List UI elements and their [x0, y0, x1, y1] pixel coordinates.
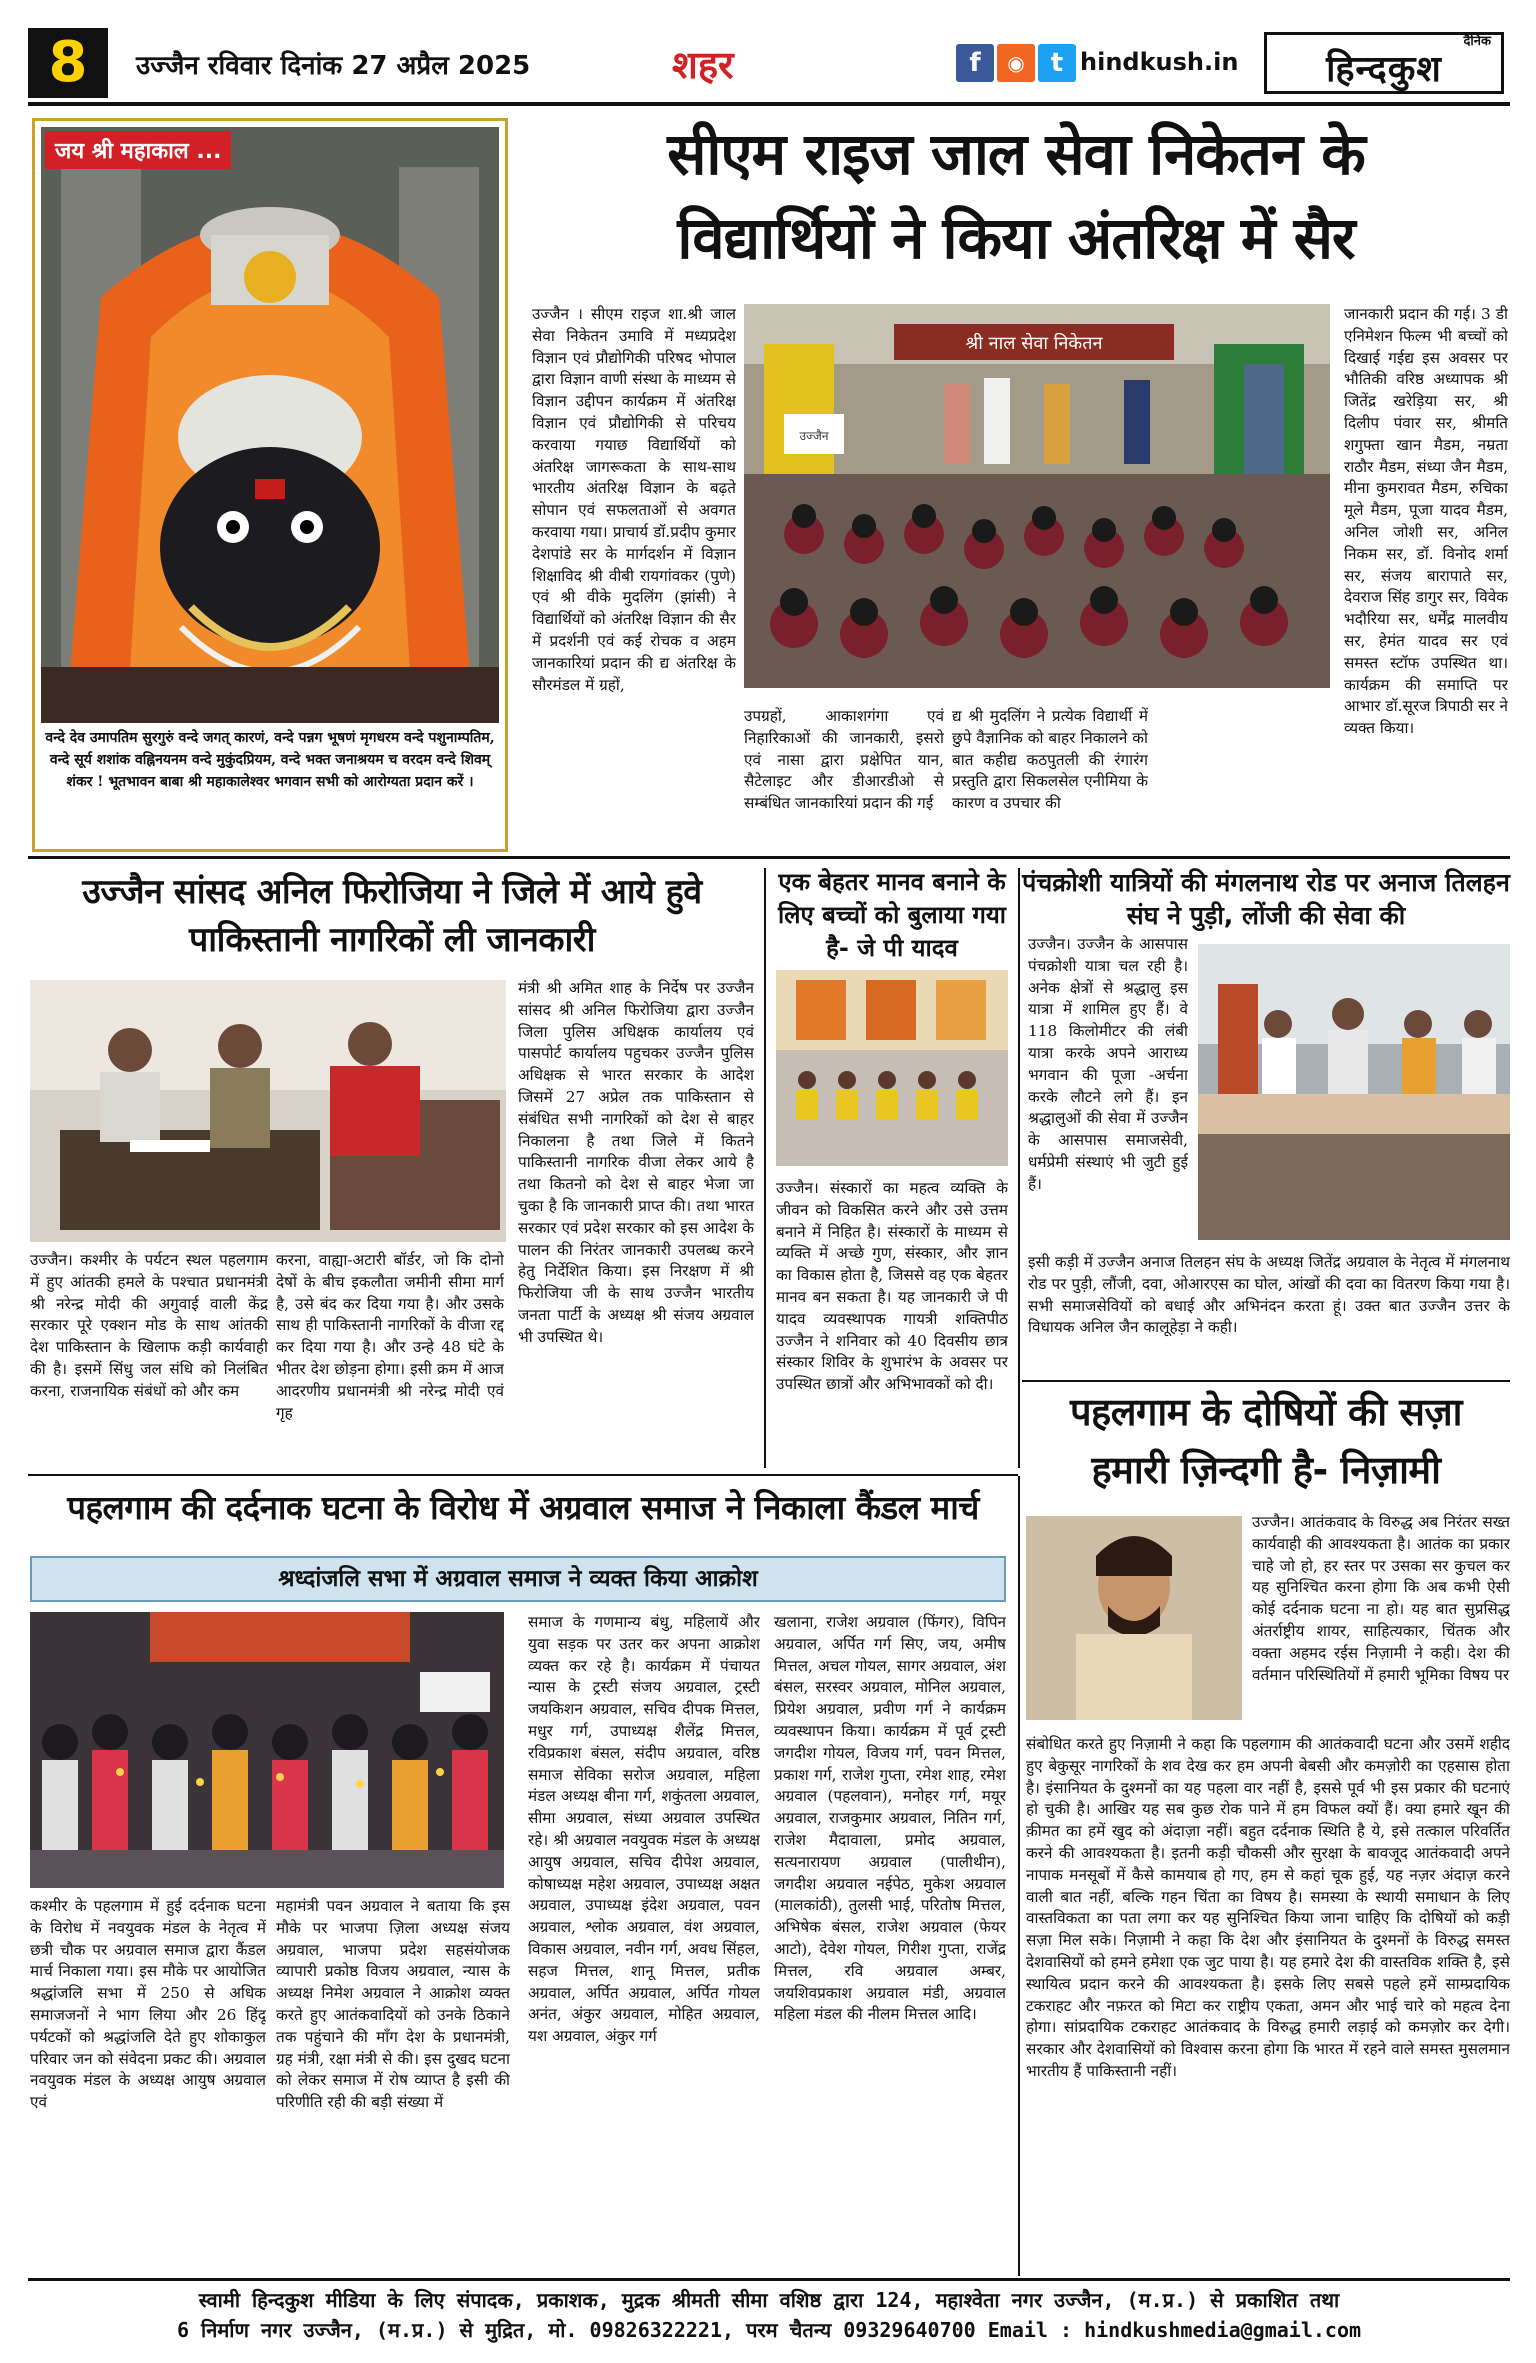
- article5-col1: कश्मीर के पहलगाम में हुई दर्दनाक घटना के विरोध में नवयुवक मंडल के नेतृत्व में छत्री चौक पर अग्रवाल समाज द्वारा कैंडल मार्च निकाला गया। इस मौके पर आयोजित श्रद्धांजलि सभा में 250 से अधिक समाजजनों ने भाग लिया और 26 हिंदू पर्यटकों को श्रद्धांजलि देते हुए शोकाकुल परिवार जन को संवेदना प्रकट की। अग्रवाल नवयुवक मंडल के अध्यक्ष आयुष अग्रवाल एवं: [30, 1897, 266, 2112]
- article2-col1: उज्जैन। कश्मीर के पर्यटन स्थल पहलगाम में हुए आंतकी हमले के पश्चात प्रधानमंत्री श्री नरेन्द्र मोदी की अगुवाई वाली केंद्र सरकार पूरे एक्शन मोड के साथ आंतकी देश पाकिस्तान के खिलाफ कड़ी कार्यवाही की है। इसमें सिंधु जल संधि को निलंबित करना, राजनायिक संबंधों को और कम: [30, 1251, 268, 1400]
- divider: [1022, 1380, 1510, 1382]
- article3-headline: एक बेहतर मानव बनाने के लिए बच्चों को बुलाया गया है- जे पी यादव: [777, 868, 1006, 962]
- imprint-line2: 6 निर्माण नगर उज्जैन, (म.प्र.) से मुद्रित, मो. 09826322221, परम चैतन्य 09329640700 Email : hindkushmedia@gmail.com: [176, 2318, 1362, 2342]
- site-url[interactable]: hindkush.in: [1080, 48, 1239, 76]
- masthead: [28, 28, 1510, 106]
- photo-board-text: उज्जैन: [799, 429, 829, 443]
- article6-headline-line1: पहलगाम के दोषियों की सज़ा: [1069, 1390, 1463, 1434]
- article1-col3: द्य श्री मुदलिंग ने प्रत्येक विद्यार्थी में छुपे वैज्ञानिक को बाहर निकालने को बात कहीद्य कठपुतली की रंगारंग प्रस्तुति द्वारा सिकलसेल एनीमिया के कारण व उपचार की: [952, 707, 1148, 813]
- section-title: शहर: [672, 43, 734, 87]
- social-links: [956, 44, 1076, 82]
- imprint-footer: [28, 2278, 1510, 2342]
- article1-photo: [744, 304, 1330, 688]
- article6-body: संबोधित करते हुए निज़ामी ने कहा कि पहलगाम की आतंकवादी घटना और उसमें शहीद हुए बेकुसूर नागरिकों के शव देख कर हम अपनी बेबसी और कमज़ोरी का एहसास होता है। इंसानियत के दुश्मनों का यह पहला वार नहीं है, इससे पूर्व भी इस प्रकार की घटनाएं हो चुकी है। आखिर यह सब कुछ रोक पाने में हम विफल क्यों हैं। क्या हमारे खून की क़ीमत का हमें खुद को अंदाज़ा नहीं। बहुत दर्दनाक स्थिति है ये, इसे तत्काल परिवर्तित करने की आवश्यकता है। इतनी कड़ी चौकसी और सुरक्षा के बावजूद आतंकवादी अपने नापाक मनसूबों में कैसे कामयाब हो गए, हम से कहां चूक हुई, यह नज़र अंदाज़ करने वाली बात नहीं, बल्कि गहन चिंता का विषय है। समस्या के स्थायी समाधान के लिए वास्तविकता का पता लगा कर यह सुनिश्चित किया जाना चाहिए कि दोषियों को कड़ी सज़ा मिल सके। निज़ामी ने कहा कि देश और इंसानियत के दुश्मनों के विरुद्ध समस्त देशवासियों को हमने हमेशा एक जुट पाया है। यह हमारे देश की वास्तविक शक्ति है, इसे स्थायित्व प्रदान करने की आवश्यकता है। इसके लिए सबसे पहले हमें साम्प्रदायिक टकराहट और नफ़रत को मिटा कर राष्ट्रीय एकता, अमन और भाई चारे को महत्व देना होगा। सांप्रदायिक टकराहट आतंकवाद के विरुद्ध हमारी लड़ाई को कमज़ोर कर देगी। सरकार और देशवासियों को विश्वास करना होगा कि भारत में रहने वाले समस्त मुसलमान भारतीय हैं पाकिस्तानी नहीं।: [1026, 1735, 1510, 2080]
- newspaper-logo: [1264, 32, 1504, 94]
- article4-photo: [1198, 944, 1510, 1240]
- article4-body: इसी कड़ी में उज्जैन अनाज तिलहन संघ के अध्यक्ष जितेंद्र अग्रवाल के नेतृत्व में मंगलनाथ रोड पर पुड़ी, लौंजी, दवा, ओआरएस का घोल, आंखों की दवा का वितरण किया गया है। सभी समाजसेवियों को बधाई और अभिनंदन करता हूं। उक्त बात उज्जैन उत्तर के विधायक अनिल जैन कालूहेड़ा ने कही।: [1028, 1253, 1510, 1337]
- divider: [1018, 868, 1020, 1468]
- imprint-line1: स्वामी हिन्दकुश मीडिया के लिए संपादक, प्रकाशक, मुद्रक श्रीमती सीमा वशिष्ठ द्वारा 124, महाश्वेता नगर उज्जैन, (म.प्र.) से प्रकाशित तथा: [198, 2288, 1340, 2312]
- article1-headline-line1: सीएम राइज जाल सेवा निकेतन के: [667, 120, 1365, 188]
- article1-headline-line2: विद्यार्थियों ने किया अंतरिक्ष में सैर: [677, 204, 1355, 272]
- rss-icon[interactable]: ◉: [997, 44, 1035, 82]
- article4-headline: पंचक्रोशी यात्रियों की मंगलनाथ रोड पर अनाज तिलहन संघ ने पुड़ी, लोंजी की सेवा की: [1022, 868, 1510, 930]
- mahakal-photo: [41, 127, 499, 723]
- article4-col: उज्जैन। उज्जैन के आसपास पंचक्रोशी यात्रा चल रही है। अनेक क्षेत्रों से श्रद्धालु इस यात्रा में शामिल हुए हैं। वे 118 किलोमीटर की लंबी यात्रा करके अपने आराध्य भगवान की पूजा -अर्चना करके लौटने लगे हैं। इन श्रद्धालुओं की सेवा में उज्जैन के आसपास समाजसेवी, धर्मप्रेमी संस्थाएं भी जुटी हुई हैं।: [1028, 935, 1188, 1193]
- article5-subhead: श्रध्दांजलि सभा में अग्रवाल समाज ने व्यक्त किया आक्रोश: [30, 1556, 1006, 1602]
- article5-col3: समाज के गणमान्य बंधु, महिलायें और युवा सड़क पर उतर कर अपना आक्रोश व्यक्त कर रहे है। कार्यक्रम में पंचायत न्यास के ट्रस्टी संजय अग्रवाल, ट्रस्टी जयकिशन अग्रवाल, सचिव दीपक मित्तल, मधुर गर्ग, उपाध्यक्ष शैलेंद्र मित्तल, रविप्रकाश बंसल, संदीप अग्रवाल, वरिष्ठ समाज सेविका सरोज अग्रवाल, महिला मंडल अध्यक्ष बीना गर्ग, शकुंतला अग्रवाल, सीमा अग्रवाल, संध्या अग्रवाल उपस्थित रहे। श्री अग्रवाल नवयुवक मंडल के अध्यक्ष आयुष अग्रवाल, सचिव दीपेश अग्रवाल, कोषाध्यक्ष महेश अग्रवाल, उपाध्यक्ष अक्षत अग्रवाल, उपाध्यक्ष इंदेश अग्रवाल, पवन अग्रवाल, श्लोक अग्रवाल, वंश अग्रवाल, विकास अग्रवाल, नवीन गर्ग, अवध सिंहल, सहज मित्तल, शानू मित्तल, प्रतीक अग्रवाल, अर्पित अग्रवाल, अर्पित गोयल अनंत, अंकुर अग्रवाल, मोहित अग्रवाल, यश अग्रवाल, अंकुर गर्ग: [528, 1613, 760, 2046]
- article6-col: उज्जैन। आतंकवाद के विरुद्ध अब निरंतर सख्त कार्यवाही की आवश्यकता है। आतंक का प्रकार चाहे जो हो, हर स्तर पर उसका सर कुचल कर यह सुनिश्चित करना होगा कि अब कभी ऐसी कोई दर्दनाक घटना ना हो। यह बात सुप्रसिद्ध अंतर्राष्ट्रीय शायर, साहित्यकार, चिंतक और वक्ता अहमद रईस निज़ामी ने कही। देश की वर्तमान परिस्थितियों में हमारी भूमिका विषय पर: [1252, 1513, 1510, 1684]
- article6-photo: [1026, 1516, 1242, 1720]
- logo-text: हिन्दकुश: [1326, 49, 1442, 90]
- photo-banner-text: श्री नाल सेवा निकेतन: [965, 333, 1103, 354]
- divider: [1018, 1476, 1020, 2276]
- logo-small-text: दैनिक: [1463, 34, 1491, 49]
- article1-col1: उज्जैन । सीएम राइज शा.श्री जाल सेवा निकेतन उमावि में मध्यप्रदेश विज्ञान एवं प्रौद्योगिकी परिषद भोपाल द्वारा विज्ञान वाणी संस्था के माध्यम से विज्ञान उद्दीपन कार्यक्रम में अंतरिक्ष विज्ञान एवं प्रौद्योगिकी से परिचय करवाया गयाछ विद्यार्थियों को अंतरिक्ष जागरूकता के साथ-साथ भारतीय अंतरिक्ष विज्ञान के बढ़ते सोपान एवं सफलताओं से अवगत करवाया गया। प्राचार्य डॉ.प्रदीप कुमार देशपांडे सर के मार्गदर्शन में विज्ञान शिक्षाविद श्री वीबी रायगांवकर (पुणे) एवं श्री वीके मुदलिंग (झांसी) ने विद्यार्थियों को अंतरिक्ष विज्ञान की सैर में प्रदर्शनी एवं कई रोचक व अहम जानकारियां प्रदान की द्य अंतरिक्ष के सौरमंडल में ग्रहों,: [532, 305, 736, 694]
- article6-headline-line2: हमारी ज़िन्दगी है- निज़ामी: [1091, 1448, 1441, 1492]
- mahakal-caption: वन्दे देव उमापतिम सुरगुरुं वन्दे जगत् कारणं, वन्दे पन्नग भूषणं मृगधरम वन्दे पशुनाम्पतिम, वन्दे सूर्य शशांक वह्निनयनम वन्दे मुकुंदप्रियम, वन्दे भक्त जनाश्रयम च वरदम वन्दे शिवम् शंकर ! भूतभावन बाबा श्री महाकालेश्वर भगवान सभी को आरोग्यता प्रदान करें ।: [45, 730, 495, 790]
- article2-photo: [30, 980, 506, 1242]
- mahakal-tag: जय श्री महाकाल ...: [45, 131, 231, 169]
- article5-col4: खलाना, राजेश अग्रवाल (फिंगर), विपिन अग्रवाल, अर्पित गर्ग सिए, जय, अमीष मित्तल, अचल गोयल, सागर अग्रवाल, अंश बंसल, सरस्वर अग्रवाल, मोनिल अग्रवाल, प्रियेश अग्रवाल, प्रवीण गर्ग ने कार्यक्रम व्यवस्थापन किया। कार्यक्रम में पूर्व ट्रस्टी जगदीश गोयल, विजय गर्ग, पवन मित्तल, प्रकाश गर्ग, राजेश गुप्ता, रमेश शाह, रमेश अग्रवाल (पहलवान), मनोहर गर्ग, मयूर अग्रवाल, राजकुमार अग्रवाल, नितिन गर्ग, राजेश मैदावाला, प्रमोद अग्रवाल, सत्यनारायण अग्रवाल (पालीथीन), जगदीश अग्रवाल नईपेठ, मुकेश अग्रवाल (मालकांठी), तुलसी भाई, परितोष मित्तल, अभिषेक बंसल, राजेश अग्रवाल (फेयर आटो), देवेश गोयल, गिरीश गुप्ता, राजेंद्र मित्तल, रवि अग्रवाल अम्बर, जयशिवप्रकाश अग्रवाल मंडी, अग्रवाल महिला मंडल की नीलम मित्तल आदि।: [774, 1613, 1006, 2024]
- divider: [28, 856, 1510, 859]
- article1-col4: जानकारी प्रदान की गई। 3 डी एनिमेशन फिल्म भी बच्चों को दिखाई गईद्य इस अवसर पर भौतिकी वरिष्ठ अध्यापक श्री जितेंद्र खरेड़िया सर, श्री दिलीप पंवार सर, श्रीमति शगुफ्ता खान मैडम, नम्रता राठौर मैडम, संध्या जैन मैडम, मीना कुमरावत मैडम, रुचिका मूले मैडम, पूजा यादव मैडम, अनिल जोशी सर, अनिल निकम सर, डॉ. विनोद शर्मा सर, संजय बारापाते सर, देवराज सिंह डागुर सर, विवेक भदौरिया सर, धर्मेंद्र मालवीय सर, हेमंत यादव सर एवं समस्त स्टॉफ उपस्थित था। कार्यक्रम की समाप्ति पर आभार डॉ.सूरज त्रिपाठी सर ने व्यक्त किया।: [1344, 305, 1508, 738]
- article2-col3: मंत्री श्री अमित शाह के निर्देष पर उज्जैन सांसद श्री अनिल फिरोजिया द्वारा उज्जैन जिला पुलिस अधिक्षक कार्यालय एवं पासपोर्ट कार्यालय पहुचकर उज्जैन पुलिस अधिक्षक से भारत सरकार के आदेश जिसमें 27 अप्रेल तक पाकिस्तान से संबंधित सभी नागरिकों को देश से बाहर निकालना है तथा जिले में कितने पाकिस्तानी नागरिक वीजा लेकर आये है तथा कितनो को देश से बाहर भेजा जा चुका है कि जानकारी प्राप्त की। तथा भारत सरकार एवं प्रदेश सरकार को इस आदेश के पालन की निरंतर जानकारी उपलब्ध करने हेतु निर्देशित किया। इस निरक्षण में श्री फिरोजिया जी के साथ उज्जैन भारतीय जनता पार्टी के अध्यक्ष श्री संजय अग्रवाल भी उपस्थित थे।: [518, 979, 754, 1346]
- article2-headline: उज्जैन सांसद अनिल फिरोजिया ने जिले में आये हुवे पाकिस्तानी नागरिकों ली जानकारी: [82, 872, 702, 960]
- facebook-icon[interactable]: f: [956, 44, 994, 82]
- divider: [28, 1474, 1018, 1476]
- article5-photo: [30, 1612, 504, 1888]
- divider: [764, 868, 766, 1468]
- mahakal-box: [32, 118, 508, 852]
- article3-photo: [776, 970, 1008, 1166]
- article1-col2: उपग्रहों, आकाशगंगा एवं निहारिकाओं की जानकारी, इसरो एवं नासा द्वारा प्रक्षेपित यान, सैटेलाइट और डीआरडीओ से सम्बंधित जानकारियां प्रदान की गई: [744, 707, 944, 813]
- article3-body: उज्जैन। संस्कारों का महत्व व्यक्ति के जीवन को विकसित करने और उसे उत्तम बनाने में निहित है। संस्कारों के माध्यम से व्यक्ति में अच्छे गुण, संस्कार, और ज्ञान का विकास होता है, जिससे वह एक बेहतर मानव बन सकता है। यह जानकारी जे पी यादव व्यवस्थापक गायत्री शक्तिपीठ उज्जैन ने शनिवार को 40 दिवसीय छात्र संस्कार शिविर के शुभारंभ के अवसर पर उपस्थित छात्रों और अभिभावकों को दी।: [776, 1179, 1008, 1394]
- article5-headline: पहलगाम की दर्दनाक घटना के विरोध में अग्रवाल समाज ने निकाला कैंडल मार्च: [67, 1488, 979, 1527]
- article2-col2: करना, वाह्या-अटारी बॉर्डर, जो कि दोनो देषों के बीच इकलौता जमीनी सीमा मार्ग है, उसे बंद कर दिया गया है। और उसके साथ ही पाकिस्तानी नागरिकों के वीजा रद्द कर दिया गया है। और उन्हे 48 घंटे के भीतर देश छोड़ना होगा। इसी क्रम में आज आदरणीय प्रधानमंत्री श्री नरेन्द्र मोदी एवं गृह: [276, 1251, 504, 1422]
- twitter-icon[interactable]: t: [1038, 44, 1076, 82]
- article5-col2: महामंत्री पवन अग्रवाल ने बताया कि इस मौके पर भाजपा ज़िला अध्यक्ष संजय अग्रवाल, भाजपा प्रदेश सहसंयोजक व्यापारी प्रकोष्ठ विजय अग्रवाल, न्यास के अध्यक्ष निमेश अग्रवाल ने आक्रोश व्यक्त करते हुए आतंकवादियों को उनके ठिकाने तक पहुंचाने की माँग देश के प्रधानमंत्री, ग्रह मंत्री, रक्षा मंत्री से की। इस दुखद घटना को लेकर समाज में रोष व्याप्त है इसी की परिणीति रही की बड़ी संख्या में: [276, 1897, 510, 2112]
- dateline: उज्जैन रविवार दिनांक 27 अप्रैल 2025: [136, 51, 531, 81]
- page-number: 8: [28, 28, 108, 98]
